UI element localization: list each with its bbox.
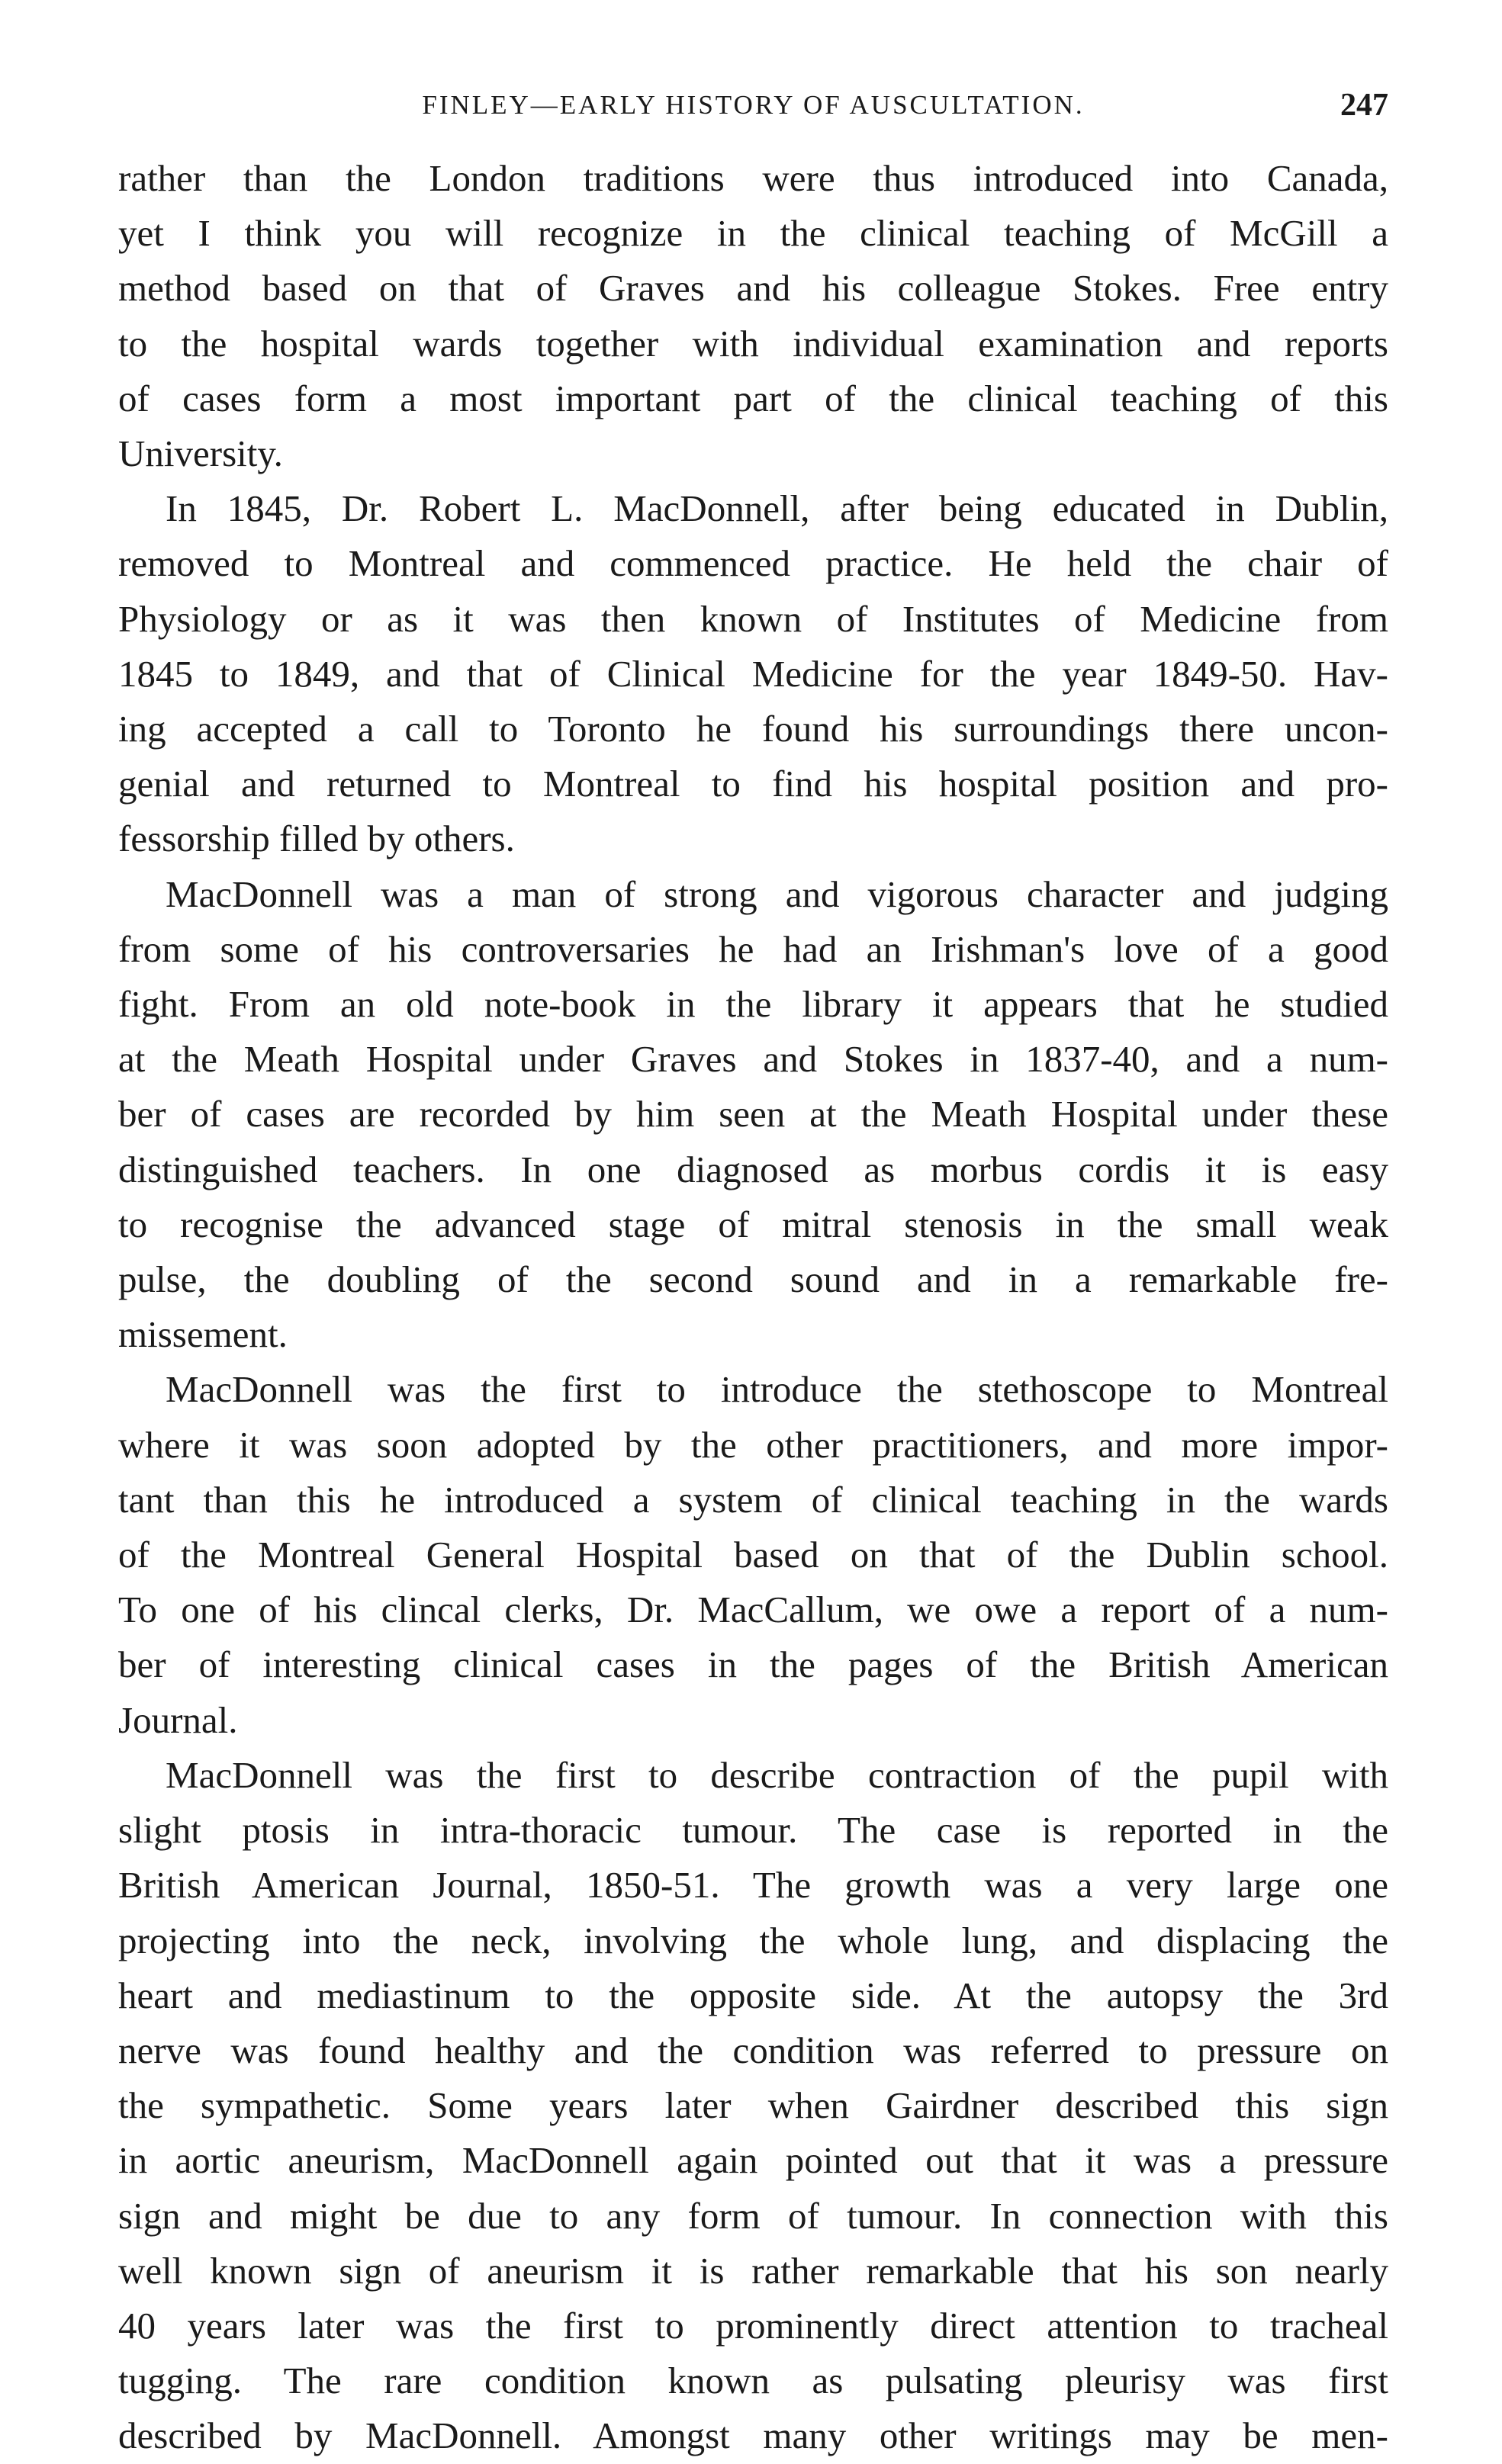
text-line: well known sign of aneurism it is rather remarkable that his son nearly (118, 2249, 1388, 2292)
text-line: method based on that of Graves and his colleague Stokes. Free entry (118, 267, 1388, 310)
text-line: 1845 to 1849, and that of Clinical Medicine for the year 1849-50. Hav- (118, 652, 1388, 695)
text-line: 40 years later was the first to prominently direct attention to tracheal (118, 2304, 1388, 2347)
text-line: genial and returned to Montreal to find his hospital position and pro- (118, 763, 1388, 805)
text-line: at the Meath Hospital under Graves and Stokes in 1837-40, and a num- (118, 1038, 1388, 1081)
text-line: of the Montreal General Hospital based on that of the Dublin school. (118, 1534, 1388, 1576)
text-line: missement. (118, 1313, 288, 1356)
text-line: tant than this he introduced a system of clinical teaching in the wards (118, 1478, 1388, 1521)
text-line: MacDonnell was a man of strong and vigorous character and judging (166, 872, 1388, 915)
text-line: tugging. The rare condition known as pulsating pleurisy was first (118, 2360, 1388, 2402)
text-line: heart and mediastinum to the opposite side. At the autopsy the 3rd (118, 1974, 1388, 2016)
text-line: to the hospital wards together with individual examination and reports (118, 322, 1388, 365)
text-line: distinguished teachers. In one diagnosed as morbus cordis it is easy (118, 1148, 1388, 1190)
text-line: To one of his clincal clerks, Dr. MacCallum, we owe a report of a num- (118, 1589, 1388, 1631)
text-line: described by MacDonnell. Amongst many other writings may be men- (118, 2414, 1388, 2457)
text-line: In 1845, Dr. Robert L. MacDonnell, after being educated in Dublin, (166, 487, 1388, 530)
running-head (118, 82, 1388, 128)
text-line: Physiology or as it was then known of Institutes of Medicine from (118, 597, 1388, 640)
text-line: ing accepted a call to Toronto he found his surroundings there uncon- (118, 708, 1388, 750)
text-line: fight. From an old note-book in the library it appears that he studied (118, 983, 1388, 1026)
text-line: sign and might be due to any form of tumour. In connection with this (118, 2194, 1388, 2237)
text-line: yet I think you will recognize in the clinical teaching of McGill a (118, 212, 1388, 255)
text-line: the sympathetic. Some years later when Gairdner described this sign (118, 2084, 1388, 2127)
text-line: ber of interesting clinical cases in the pages of the British American (118, 1643, 1388, 1686)
text-line: University. (118, 432, 283, 475)
text-line: where it was soon adopted by the other practitioners, and more impor- (118, 1423, 1388, 1466)
text-line: removed to Montreal and commenced practice. He held the chair of (118, 542, 1388, 585)
text-line: slight ptosis in intra-thoracic tumour. The case is reported in the (118, 1809, 1388, 1852)
text-line: nerve was found healthy and the condition was referred to pressure on (118, 2029, 1388, 2071)
text-line: in aortic aneurism, MacDonnell again pointed out that it was a pressure (118, 2139, 1388, 2182)
text-line: rather than the London traditions were thus introduced into Canada, (118, 157, 1388, 199)
page-number: 247 (1340, 88, 1388, 123)
text-line: of cases form a most important part of the clinical teaching of this (118, 377, 1388, 419)
text-line: from some of his controversaries he had an Irishman's love of a good (118, 927, 1388, 970)
text-line: British American Journal, 1850-51. The growth was a very large one (118, 1864, 1388, 1907)
text-line: fessorship filled by others. (118, 818, 515, 860)
text-line: ber of cases are recorded by him seen at the Meath Hospital under these (118, 1093, 1388, 1136)
text-line: projecting into the neck, involving the whole lung, and displacing the (118, 1919, 1388, 1961)
text-line: to recognise the advanced stage of mitral stenosis in the small weak (118, 1203, 1388, 1245)
text-line: MacDonnell was the first to introduce the stethoscope to Montreal (166, 1368, 1388, 1411)
text-line: pulse, the doubling of the second sound and in a remarkable fre- (118, 1258, 1388, 1301)
text-line: Journal. (118, 1698, 238, 1741)
body-text (118, 151, 1388, 2464)
text-line: MacDonnell was the first to describe contraction of the pupil with (166, 1753, 1388, 1796)
running-title: FINLEY—EARLY HISTORY OF AUSCULTATION. (422, 90, 1085, 120)
